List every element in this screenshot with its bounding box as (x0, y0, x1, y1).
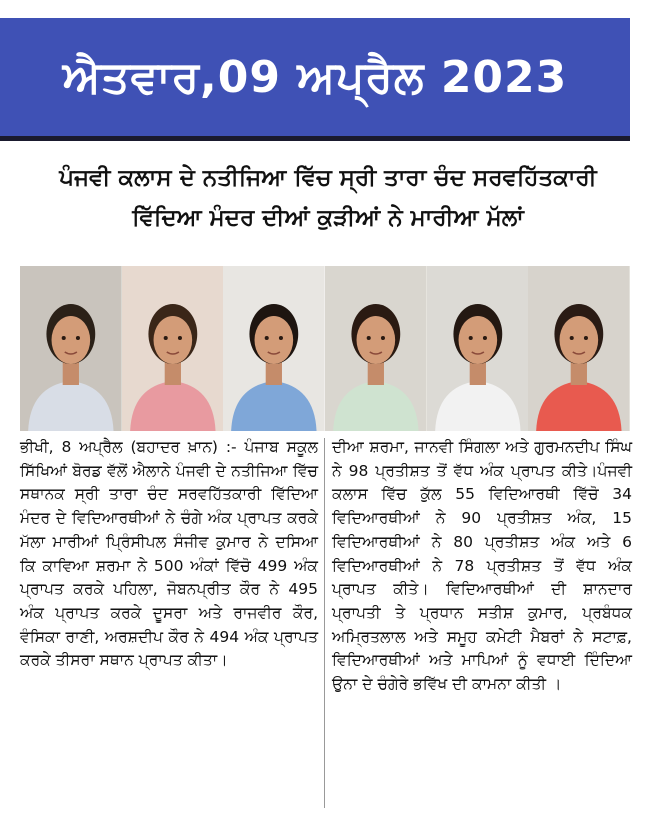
student-photo-girl-2 (122, 266, 224, 431)
article-headline (18, 158, 638, 238)
date-heading: ਐਤਵਾਰ,09 ਅਪ੍ਰੈਲ 2023 (62, 51, 568, 103)
student-photos-strip (20, 266, 630, 431)
student-photo-boy (20, 266, 122, 431)
student-photo-girl-4 (325, 266, 427, 431)
student-photo-girl-6 (528, 266, 630, 431)
column-divider (324, 438, 325, 808)
student-photo-girl-3 (223, 266, 325, 431)
article-body-right: ਦੀਆ ਸ਼ਰਮਾ, ਜਾਨਵੀ ਸਿੰਗਲਾ ਅਤੇ ਗੁਰਮਨਦੀਪ ਸਿੰਘ ਨੇ 98 ਪ੍ਰਤੀਸ਼ਤ ਤੋਂ ਵੱਧ ਅੰਕ ਪ੍ਰਾਪਤ ਕੀਤੇ।ਪੰਜਵੀ ਕਲਾਸ ਵਿੱਚ ਕੁੱਲ 55 ਵਿਦਿਆਰਥੀ ਵਿੱਚੋ 34 ਵਿਦਿਆਰਥੀਆਂ ਨੇ 90 ਪ੍ਰਤੀਸ਼ਤ ਅੰਕ, 15 ਵਿਦਿਆਰਥੀਆਂ ਨੇ 80 ਪ੍ਰਤੀਸ਼ਤ ਅੰਕ ਅਤੇ 6 ਵਿਦਿਆਰਥੀਆਂ ਨੇ 78 ਪ੍ਰਤੀਸ਼ਤ ਤੋਂ ਵੱਧ ਅੰਕ ਪ੍ਰਾਪਤ ਕੀਤੇ। ਵਿਦਿਆਰਥੀਆਂ ਦੀ ਸ਼ਾਨਦਾਰ ਪ੍ਰਾਪਤੀ ਤੇ ਪ੍ਰਧਾਨ ਸਤੀਸ਼ ਕੁਮਾਰ, ਪ੍ਰਬੰਧਕ ਅਮ੍ਰਿਤਲਾਲ ਅਤੇ ਸਮੂਹ ਕਮੇਟੀ ਮੈਬਰਾਂ ਨੇ ਸਟਾਫ਼, ਵਿਦਿਆਰਥੀਆਂ ਅਤੇ ਮਾਪਿਆਂ ਨੂੰ ਵਧਾਈ ਦਿੰਦਿਆ ਉਨਾ ਦੇ ਚੰਗੇਰੇ ਭਵਿੱਖ ਦੀ ਕਾਮਨਾ ਕੀਤੀ । (332, 438, 632, 694)
student-photo-girl-5 (427, 266, 529, 431)
headline-line-2: ਵਿੱਦਿਆ ਮੰਦਰ ਦੀਆਂ ਕੁੜੀਆਂ ਨੇ ਮਾਰੀਆ ਮੱਲਾਂ (132, 205, 524, 231)
banner-shadow (0, 136, 630, 141)
headline-line-1: ਪੰਜਵੀ ਕਲਾਸ ਦੇ ਨਤੀਜਿਆ ਵਿੱਚ ਸ੍ਰੀ ਤਾਰਾ ਚੰਦ ਸਰਵਹਿੱਤਕਾਰੀ (59, 165, 597, 191)
article-body-left: ਭੀਖੀ, 8 ਅਪ੍ਰੈਲ (ਬਹਾਦਰ ਖ਼ਾਨ) :- ਪੰਜਾਬ ਸਕੂਲ ਸਿੱਖਿਆਂ ਬੋਰਡ ਵੱਲੋਂ ਐਲਾਨੇ ਪੰਜਵੀ ਦੇ ਨਤੀਜਿਆ ਵਿੱਚ ਸਥਾਨਕ ਸ੍ਰੀ ਤਾਰਾ ਚੰਦ ਸਰਵਹਿੱਤਕਾਰੀ ਵਿੱਦਿਆ ਮੰਦਰ ਦੇ ਵਿਦਿਆਰਥੀਆਂ ਨੇ ਚੰਗੇ ਅੰਕ ਪ੍ਰਾਪਤ ਕਰਕੇ ਮੱਲਾ ਮਾਰੀਆਂ ਪ੍ਰਿੰਸੀਪਲ ਸੰਜੀਵ ਕੁਮਾਰ ਨੇ ਦਸਿਆ ਕਿ ਕਾਵਿਆ ਸ਼ਰਮਾ ਨੇ 500 ਅੰਕਾਂ ਵਿੱਚੋ 499 ਅੰਕ ਪ੍ਰਾਪਤ ਕਰਕੇ ਪਹਿਲਾ, ਜੋਬਨਪ੍ਰੀਤ ਕੌਰ ਨੇ 495 ਅੰਕ ਪ੍ਰਾਪਤ ਕਰਕੇ ਦੂਸਰਾ ਅਤੇ ਰਾਜਵੀਰ ਕੌਰ, ਵੰਸਿਕਾ ਰਾਣੀ, ਅਰਸ਼ਦੀਪ ਕੌਰ ਨੇ 494 ਅੰਕ ਪ੍ਰਾਪਤ ਕਰਕੇ ਤੀਸਰਾ ਸਥਾਨ ਪ੍ਰਾਪਤ ਕੀਤਾ। (20, 438, 318, 670)
